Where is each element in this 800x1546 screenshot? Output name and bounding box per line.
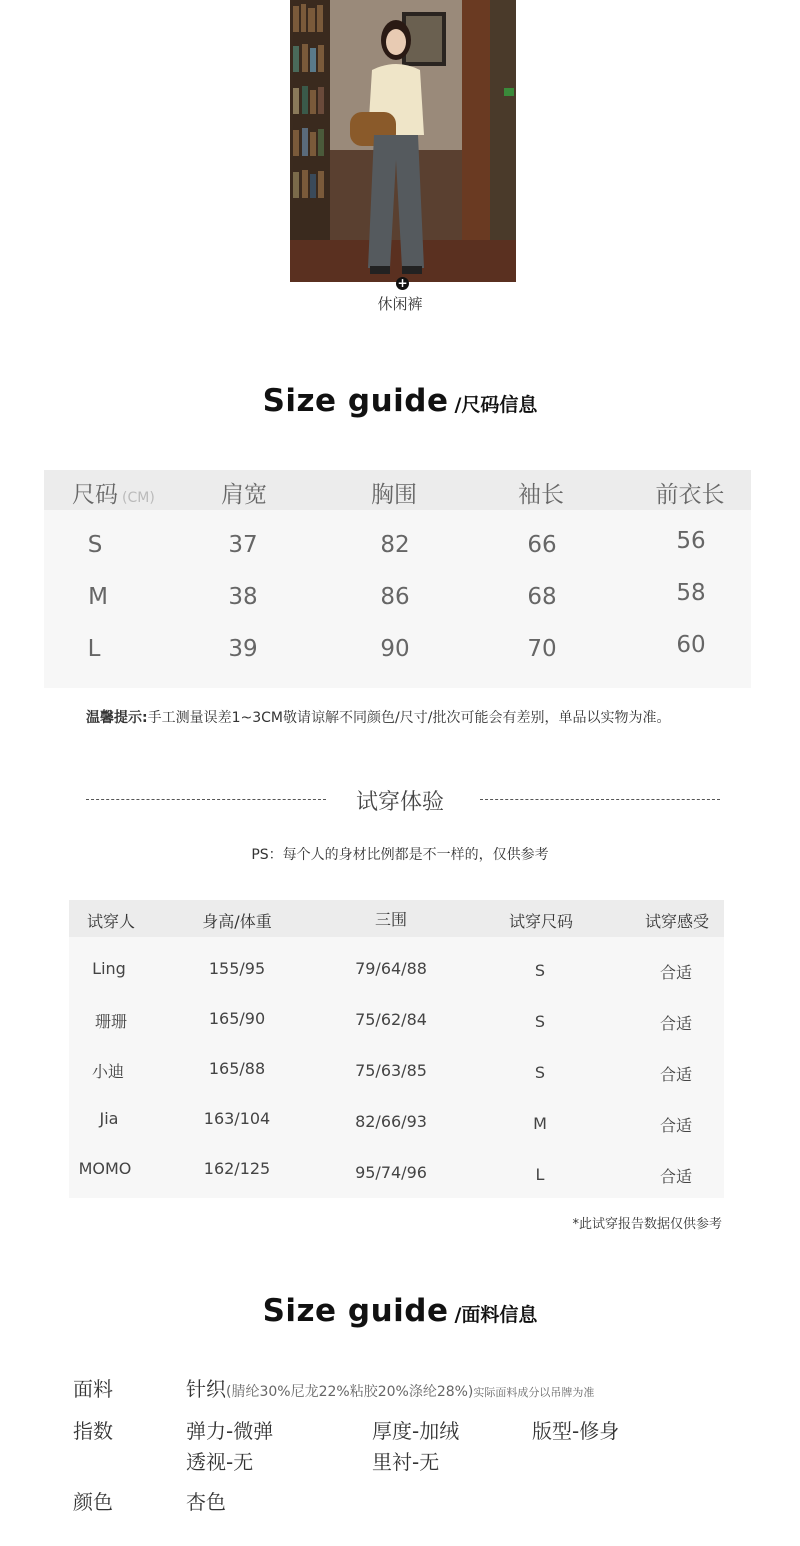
lining-value: 里衬-无 [372, 1450, 440, 1474]
tryon-cell: 合适 [659, 963, 693, 982]
size-guide-subtitle: /尺码信息 [454, 394, 538, 416]
tip-text: 手工测量误差1~3CM敬请谅解不同颜色/尺寸/批次可能会有差别，单品以实物为准。 [147, 710, 671, 726]
material-note: 实际面料成分以吊牌为准 [473, 1386, 595, 1399]
tryon-cell: 155/95 [208, 959, 266, 978]
color-label: 颜色 [73, 1490, 113, 1514]
size-guide-title: Size guide [262, 383, 449, 419]
fabric-title: Size guide [262, 1293, 449, 1329]
tryon-cell: 75/62/84 [355, 1010, 427, 1029]
photo-caption: 休闲裤 [377, 295, 423, 313]
tryon-cell: 合适 [659, 1065, 693, 1084]
size-cell: S [87, 532, 103, 558]
thickness-value: 厚度-加绒 [372, 1419, 460, 1443]
size-cell: 58 [676, 580, 706, 606]
tryon-header-height-weight: 身高/体重 [202, 912, 272, 931]
tryon-title: 试穿体验 [355, 790, 444, 815]
hotspot-plus-icon[interactable]: + [397, 276, 408, 290]
size-guide-header [0, 383, 800, 419]
size-cell: 90 [380, 636, 410, 662]
size-cell: 56 [676, 528, 706, 554]
size-cell: 70 [527, 636, 557, 662]
tryon-note: *此试穿报告数据仅供参考 [572, 1217, 722, 1232]
size-cell: 82 [380, 532, 410, 558]
size-cell: 68 [527, 584, 557, 610]
tryon-cell: 合适 [659, 1014, 693, 1033]
tryon-header-size: 试穿尺码 [508, 912, 574, 931]
elasticity-value: 弹力-微弹 [186, 1419, 274, 1443]
size-cell: 39 [228, 636, 258, 662]
tryon-title-row [0, 785, 800, 815]
tryon-header-person: 试穿人 [86, 912, 136, 931]
size-table [44, 470, 751, 688]
tryon-cell: 小迪 [91, 1062, 125, 1081]
index-label: 指数 [73, 1419, 113, 1443]
tryon-cell: S [534, 1063, 546, 1082]
size-cell: 60 [676, 632, 706, 658]
tryon-cell: 合适 [659, 1116, 693, 1135]
tryon-table [69, 900, 724, 1198]
tryon-cell: 165/88 [208, 1059, 266, 1078]
tryon-cell: MOMO [78, 1159, 132, 1178]
tryon-header-measurements: 三围 [374, 910, 408, 929]
size-cell: L [87, 636, 101, 662]
dashed-divider-right [480, 799, 720, 800]
size-unit: (CM) [122, 490, 155, 506]
tryon-cell: Ling [92, 959, 126, 978]
product-photo [290, 0, 516, 282]
tryon-cell: 162/125 [203, 1159, 271, 1178]
tryon-cell: 95/74/96 [355, 1163, 427, 1182]
tryon-cell: 165/90 [208, 1009, 266, 1028]
size-header-sleeve: 袖长 [518, 482, 564, 508]
size-cell: 66 [527, 532, 557, 558]
size-cell: 37 [228, 532, 258, 558]
size-header-chest: 胸围 [371, 482, 417, 508]
tryon-cell: 珊珊 [94, 1012, 128, 1031]
size-header-shoulder: 肩宽 [221, 482, 267, 508]
tryon-header-feel: 试穿感受 [644, 912, 710, 931]
tryon-ps: PS：每个人的身材比例都是不一样的，仅供参考 [251, 847, 549, 863]
tryon-cell: S [534, 961, 546, 980]
tryon-cell: 合适 [659, 1167, 693, 1186]
fabric-subtitle: /面料信息 [454, 1304, 538, 1326]
size-cell: 38 [228, 584, 258, 610]
fit-value: 版型-修身 [532, 1419, 620, 1443]
fabric-header [0, 1293, 800, 1329]
size-header-size: 尺码 (CM) [72, 482, 155, 508]
size-cell: M [88, 584, 108, 610]
tip-label: 温馨提示: [86, 710, 148, 726]
size-header-length: 前衣长 [655, 482, 725, 508]
tryon-cell: 75/63/85 [355, 1061, 427, 1080]
size-tip [86, 707, 670, 727]
color-value: 杏色 [186, 1490, 226, 1514]
tryon-cell: 79/64/88 [355, 959, 427, 978]
material-detail: (腈纶30%尼龙22%粘胶20%涤纶28%) [226, 1384, 474, 1400]
tryon-cell: M [533, 1114, 547, 1133]
tryon-cell: 163/104 [203, 1109, 271, 1128]
material-label: 面料 [73, 1377, 113, 1401]
tryon-cell: S [534, 1012, 546, 1031]
tryon-cell: 82/66/93 [355, 1112, 427, 1131]
material-row [186, 1373, 594, 1402]
transparency-value: 透视-无 [186, 1450, 254, 1474]
size-cell: 86 [380, 584, 410, 610]
material-value: 针织 [186, 1377, 226, 1401]
tryon-cell: Jia [99, 1109, 119, 1128]
tryon-cell: L [535, 1165, 545, 1184]
